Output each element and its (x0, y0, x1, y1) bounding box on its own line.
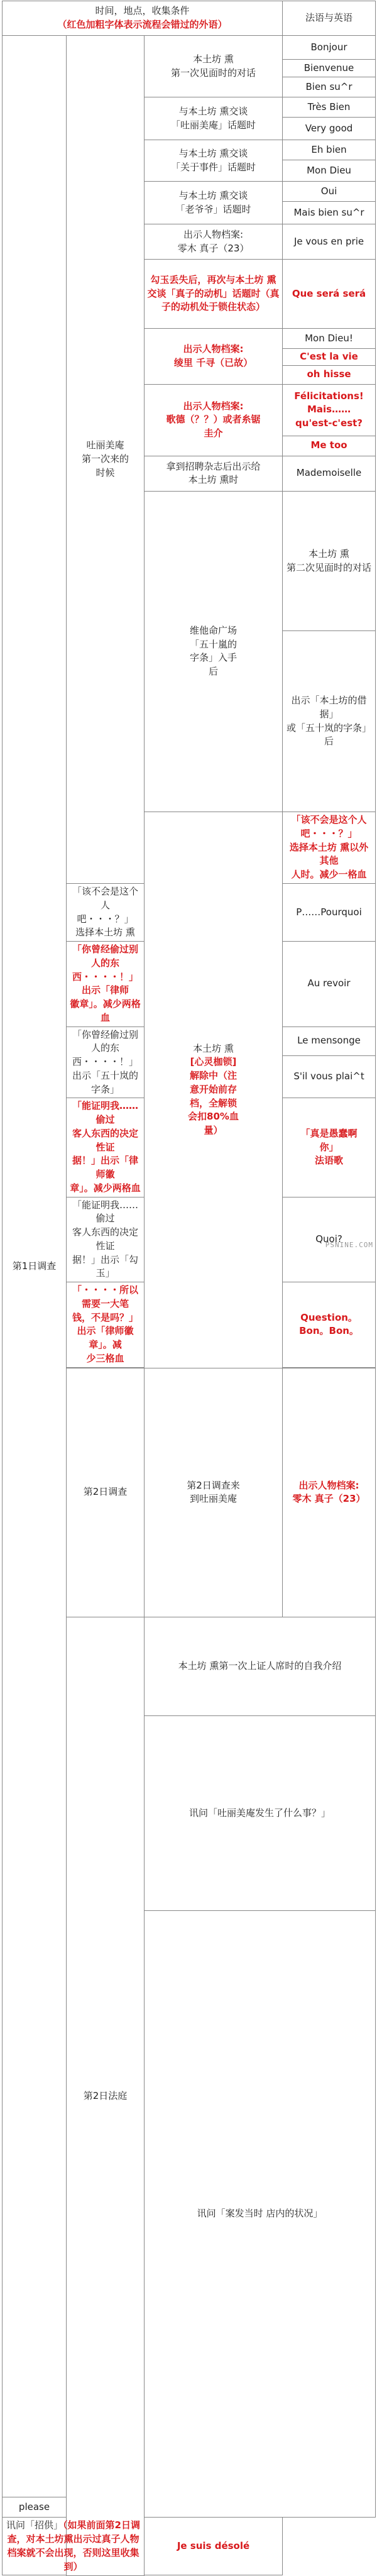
condition-cell-missable: 出示人物档案: 绫里 千寻（已故） (145, 329, 283, 385)
day1-label: 第1日调查 (3, 36, 67, 2497)
psyche-lock-witness: 本土坊 熏 (193, 1042, 234, 1054)
header-conditions (3, 1, 283, 36)
header-title: 时间，地点，收集条件 (95, 5, 190, 17)
word-cell: S'il vous plai^t (283, 1056, 376, 1098)
word-cell: Le mensonge (283, 1027, 376, 1056)
word-cell: Mon Dieu! (283, 329, 376, 349)
header-note: （红色加粗字体表示流程会错过的外语） (57, 19, 227, 30)
condition-cell: 本土坊 熏第一次上证人席时的自我介绍 (145, 1617, 376, 1716)
condition-cell: 与本土坊 熏交谈 「吐丽美庵」话题时 (145, 97, 283, 140)
word-cell-missable: Question。 Bon。Bon。 (283, 1282, 376, 1368)
condition-cell: 讯问「案发当时 店内的状况」 (145, 1910, 376, 2518)
word-cell: Mon Dieu (283, 160, 376, 182)
day2-court-label: 第2日法庭 (67, 1617, 145, 2576)
condition-note-missable: （如果前面第2日调查，对本土坊熏出示过真子人物档案就不会出现，否则这里收集到） (7, 2519, 140, 2572)
condition-cell (3, 2518, 145, 2575)
header-row (3, 1, 376, 36)
condition-cell-missable: 出示人物档案: 零木 真子（23） (283, 1368, 376, 1617)
word-cell: Quoi? (283, 1197, 376, 1282)
word-cell: P……Pourquoi (283, 884, 376, 942)
word-cell-missable: C'est la vie (283, 349, 376, 366)
condition-text: 讯问「招供」 (6, 2519, 63, 2531)
header-languages: 法语与英语 (283, 1, 376, 36)
condition-cell-missable: 勾玉丢失后，再次与本土坊 熏交谈「真子的动机」话题时（真子的动机处于锁住状态） (145, 260, 283, 329)
word-cell: Mais bien su^r (283, 202, 376, 224)
word-cell: please (3, 2497, 67, 2518)
tsurumian-label: 吐丽美庵 第一次来的 时候 (67, 36, 145, 884)
word-cell: Eh bien (283, 140, 376, 160)
condition-cell: 「能证明我……偷过 客人东西的决定性证 据！」出示「勾玉」 (67, 1197, 145, 1282)
condition-cell: 本土坊 熏 第一次见面时的对话 (145, 36, 283, 97)
condition-cell: 本土坊 熏 第二次见面时的对话 (283, 491, 376, 631)
condition-cell-missable: 「该不会是这个人 吧・・・？」 选择本土坊 熏以外其他 人时。减少一格血 (283, 812, 376, 884)
word-cell-missable: Que será será (283, 260, 376, 329)
word-cell-missable: Félicitations! Mais…… qu'est-c'est? (283, 384, 376, 436)
day2-investigation-label: 第2日调查 (67, 1368, 145, 1617)
word-cell: Oui (283, 182, 376, 202)
plaza-label: 维他命广场 「五十嵐的 字条」入手 后 (145, 491, 283, 812)
word-cell: Bien su^r (283, 77, 376, 97)
word-cell-missable: 「真是愚蠢啊 你」 法语歌 (283, 1098, 376, 1197)
condition-cell: 拿到招聘杂志后出示给 本土坊 熏时 (145, 456, 283, 491)
condition-cell-missable: 「你曾经偷过别人的东 西・・・・！」出示「律师 徽章」。减少两格血 (67, 942, 145, 1027)
condition-cell: 「你曾经偷过别人的东 西・・・・！」 出示「五十岚的字条」 (67, 1027, 145, 1098)
condition-cell: 与本土坊 熏交谈 「关于事件」话题时 (145, 140, 283, 182)
word-cell-missable: Je suis désolé (145, 2518, 283, 2575)
condition-cell: 「该不会是这个人 吧・・・？」 选择本土坊 熏 (67, 884, 145, 942)
spacer (3, 2575, 67, 2576)
collection-table (2, 1, 376, 2576)
word-cell-missable: Me too (283, 436, 376, 456)
condition-cell: 出示人物档案: 零木 真子（23） (145, 224, 283, 260)
word-cell: Bonjour (283, 36, 376, 60)
word-cell: Je vous en prie (283, 224, 376, 260)
condition-cell-missable: 「能证明我……偷过 客人东西的决定性证 据！」出示「律师徽 章」。减少两格血 (67, 1098, 145, 1197)
watermark: PSNINE.COM (325, 1241, 373, 1249)
condition-cell: 出示「本土坊的借据」 或「五十岚的字条」后 (283, 631, 376, 812)
word-cell: Very good (283, 118, 376, 140)
psyche-lock-note: [心灵枷锁] 解除中（注 意开始前存 档，全解锁 会扣80%血 量） (188, 1056, 239, 1137)
word-cell: Au revoir (283, 942, 376, 1027)
condition-cell: 讯问「吐丽美庵发生了什么事？」 (145, 1716, 376, 1911)
condition-cell-missable: 出示人物档案: 歌德（？？）或者糸锯 圭介 (145, 384, 283, 456)
word-cell-missable: oh hisse (283, 365, 376, 384)
word-cell: Bienvenue (283, 60, 376, 77)
day2-investigation-sub: 第2日调查来 到吐丽美庵 (145, 1368, 283, 1617)
psyche-lock-label (145, 812, 283, 1368)
condition-cell: 与本土坊 熏交谈 「老爷爷」话题时 (145, 182, 283, 224)
word-cell: Mademoiselle (283, 456, 376, 491)
word-cell: Très Bien (283, 97, 376, 118)
condition-cell-missable: 「・・・・所以需要一大笔 钱，不是吗？」 出示「律师徽章」。减 少三格血 (67, 1282, 145, 1368)
